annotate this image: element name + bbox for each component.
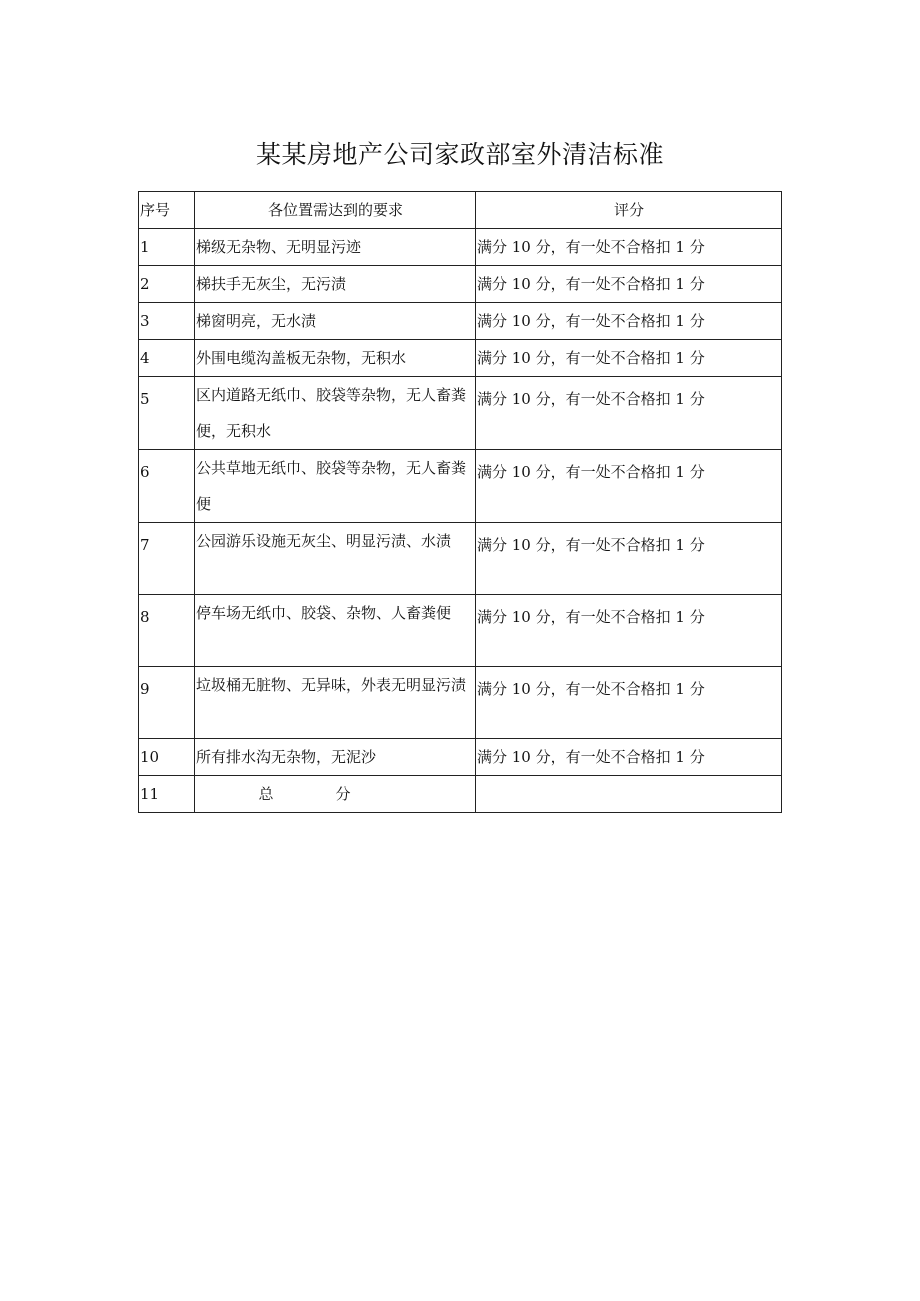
- table-row: [139, 667, 782, 739]
- row-no: 4: [139, 340, 195, 377]
- row-no: 8: [139, 595, 195, 667]
- row-requirement: 垃圾桶无脏物、无异味，外表无明显污渍: [195, 667, 476, 739]
- row-no: 9: [139, 667, 195, 739]
- row-score: 满分 10 分，有一处不合格扣 1 分: [476, 450, 782, 523]
- row-no: 3: [139, 303, 195, 340]
- row-no: 6: [139, 450, 195, 523]
- row-requirement: 梯扶手无灰尘，无污渍: [195, 266, 476, 303]
- table-row: [139, 595, 782, 667]
- table-row: [139, 377, 782, 450]
- table-header-row: [139, 192, 782, 229]
- row-no: 7: [139, 523, 195, 595]
- total-score: [476, 776, 782, 813]
- header-requirement: 各位置需达到的要求: [195, 192, 476, 229]
- row-requirement: 停车场无纸巾、胶袋、杂物、人畜粪便: [195, 595, 476, 667]
- row-score: 满分 10 分，有一处不合格扣 1 分: [476, 340, 782, 377]
- row-requirement: 梯窗明亮，无水渍: [195, 303, 476, 340]
- table-row: [139, 523, 782, 595]
- total-row: [139, 776, 782, 813]
- row-requirement: 公园游乐设施无灰尘、明显污渍、水渍: [195, 523, 476, 595]
- row-requirement: 外围电缆沟盖板无杂物，无积水: [195, 340, 476, 377]
- row-score: 满分 10 分，有一处不合格扣 1 分: [476, 266, 782, 303]
- row-score: 满分 10 分，有一处不合格扣 1 分: [476, 667, 782, 739]
- page-title: 某某房地产公司家政部室外清洁标准: [255, 140, 664, 169]
- row-score: 满分 10 分，有一处不合格扣 1 分: [476, 377, 782, 450]
- total-no: 11: [139, 776, 195, 813]
- cleaning-standards-table: [138, 191, 782, 813]
- row-score: 满分 10 分，有一处不合格扣 1 分: [476, 523, 782, 595]
- row-no: 2: [139, 266, 195, 303]
- row-requirement: 公共草地无纸巾、胶袋等杂物，无人畜粪便: [195, 450, 476, 523]
- row-score: 满分 10 分，有一处不合格扣 1 分: [476, 595, 782, 667]
- row-requirement: 梯级无杂物、无明显污迹: [195, 229, 476, 266]
- header-score: 评分: [476, 192, 782, 229]
- row-score: 满分 10 分，有一处不合格扣 1 分: [476, 303, 782, 340]
- table-row: [139, 739, 782, 776]
- table-row: [139, 266, 782, 303]
- table-row: [139, 229, 782, 266]
- table-row: [139, 303, 782, 340]
- row-score: 满分 10 分，有一处不合格扣 1 分: [476, 739, 782, 776]
- row-no: 1: [139, 229, 195, 266]
- header-no: 序号: [139, 192, 195, 229]
- row-no: 5: [139, 377, 195, 450]
- table-row: [139, 340, 782, 377]
- table-row: [139, 450, 782, 523]
- row-requirement: 区内道路无纸巾、胶袋等杂物，无人畜粪便，无积水: [195, 377, 476, 450]
- row-score: 满分 10 分，有一处不合格扣 1 分: [476, 229, 782, 266]
- row-requirement: 所有排水沟无杂物，无泥沙: [195, 739, 476, 776]
- total-label: 总分: [195, 776, 476, 813]
- row-no: 10: [139, 739, 195, 776]
